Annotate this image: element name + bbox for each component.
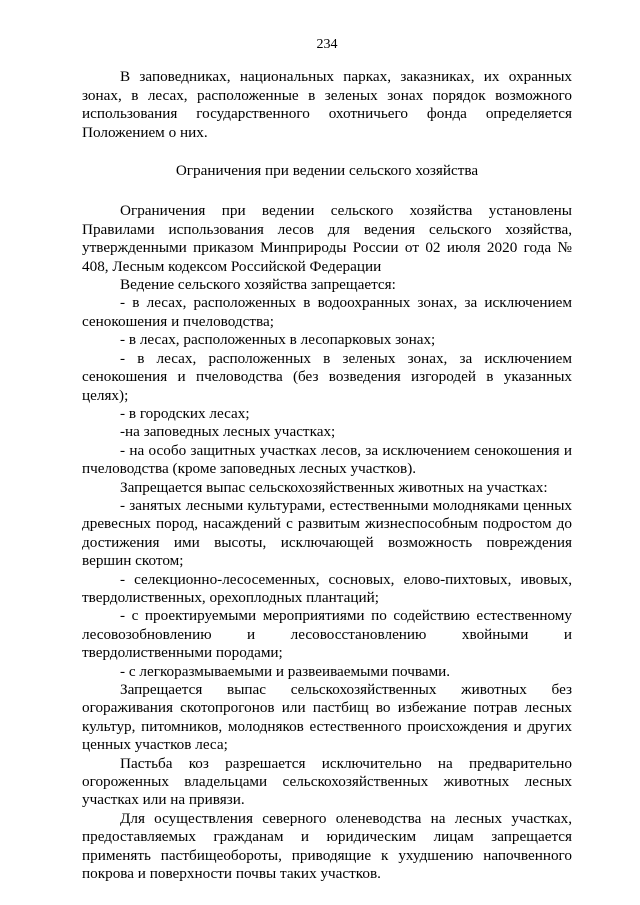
list-item: - с проектируемыми мероприятиями по содействию естественному лесовозобновлению и лесовосстановлению хвойными и твердолиственными породами; <box>82 607 572 662</box>
body-paragraph: Ограничения при ведении сельского хозяйства установлены Правилами использования лесов для ведения сельского хозяйства, утвержденными приказом Минприроды России от 02 июля 2020 года № 408, Лесным кодексом Российской Федерации <box>82 202 572 275</box>
list-item: - в лесах, расположенных в водоохранных зонах, за исключением сенокошения и пчеловодства; <box>82 294 572 330</box>
list-item: - с легкоразмываемыми и развеиваемыми почвами. <box>120 662 451 680</box>
body-paragraph: Ведение сельского хозяйства запрещается: <box>120 276 396 294</box>
list-item: - селекционно-лесосеменных, сосновых, елово-пихтовых, ивовых, твердолиственных, орехоплодных плантаций; <box>82 570 572 606</box>
section-heading: Ограничения при ведении сельского хозяйства <box>175 162 479 180</box>
body-paragraph: Запрещается выпас сельскохозяйственных животных без огораживания скотопрогонов или пастбищ во избежание потрав лесных культур, питомников, молодняков естественного происхождения и других ценных участков леса; <box>82 681 572 754</box>
body-paragraph: Запрещается выпас сельскохозяйственных животных на участках: <box>120 478 548 496</box>
page-number: 234 <box>316 37 338 52</box>
list-item: - в городских лесах; <box>120 404 250 422</box>
body-paragraph: Пастьба коз разрешается исключительно на предварительно огороженных владельцами сельскохозяйственных животных лесных участках или на привязи. <box>82 754 572 809</box>
list-item: - в лесах, расположенных в лесопарковых зонах; <box>120 331 436 349</box>
list-item: - в лесах, расположенных в зеленых зонах, за исключением сенокошения и пчеловодства (без возведения изгородей в указанных целях); <box>82 349 572 404</box>
list-item: - на особо защитных участках лесов, за исключением сенокошения и пчеловодства (кроме заповедных лесных участков). <box>82 441 572 478</box>
list-item: - занятых лесными культурами, естественными молодняками ценных древесных пород, насаждений с развитым жизнеспособным подростом до достижения ими высоты, исключающей возможность повреждения вершин скотом; <box>82 496 572 570</box>
intro-paragraph: В заповедниках, национальных парках, заказниках, их охранных зонах, в лесах, расположенные в зеленых зонах порядок возможного использования государственного охотничьего фонда определяется Положением о них. <box>82 68 572 141</box>
body-paragraph: Для осуществления северного оленеводства на лесных участках, предоставляемых гражданам и юридическим лицам запрещается применять пастбищеобороты, приводящие к ухудшению напочвенного покрова и поверхности почвы таких участков. <box>82 809 572 883</box>
document-page <box>82 36 572 883</box>
list-item: -на заповедных лесных участках; <box>120 423 336 441</box>
